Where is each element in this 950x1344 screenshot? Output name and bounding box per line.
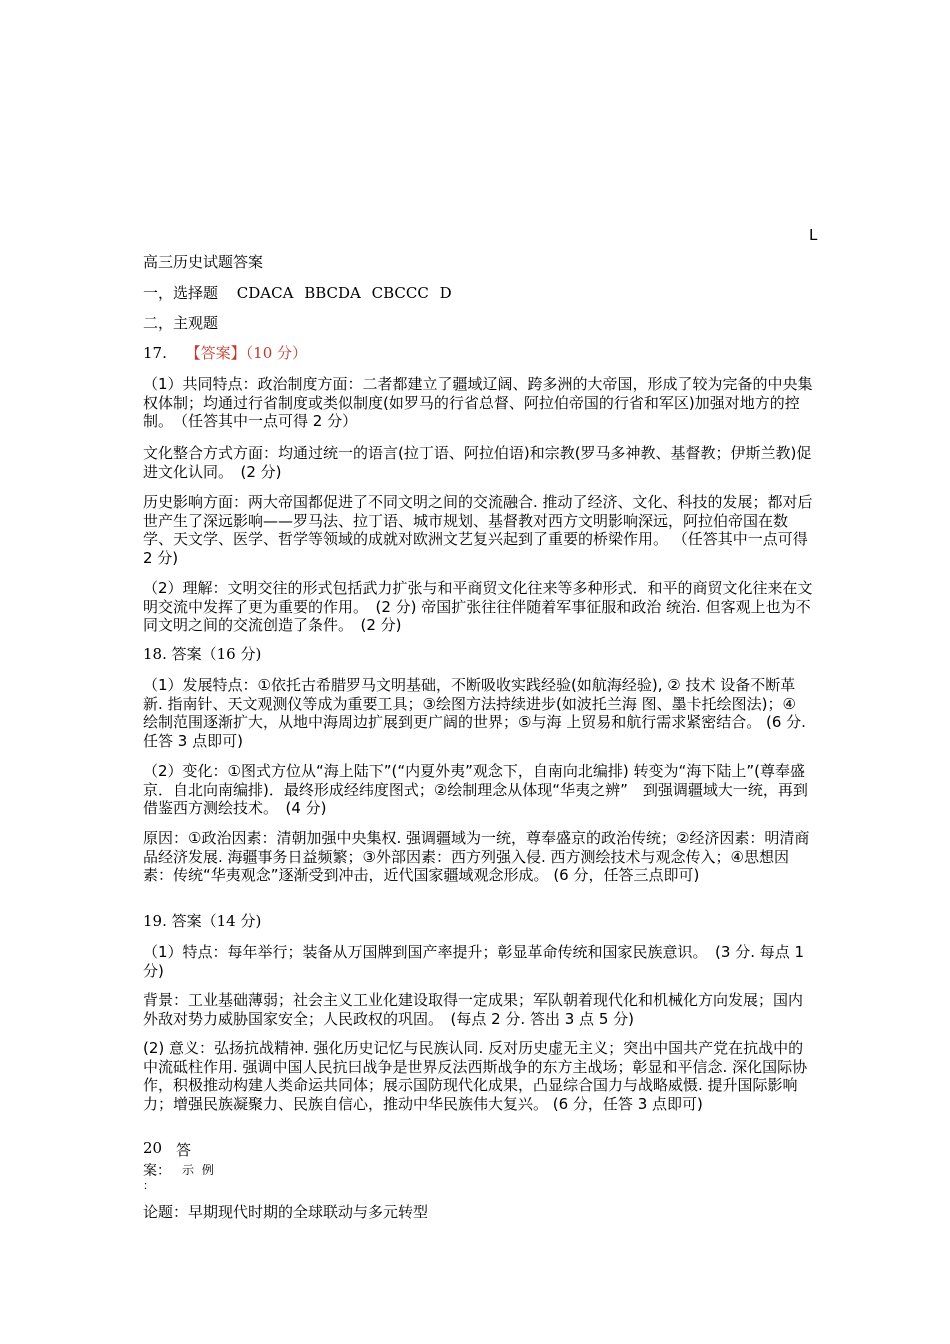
q19-paragraph-1: （1）特点：每年举行；装备从万国牌到国产率提升；彰显革命传统和国家民族意识。 (3 分. 每点 1 分): [143, 943, 805, 980]
q17-heading: [143, 344, 307, 363]
q17-paragraph-1: （1）共同特点：政治制度方面：二者都建立了疆域辽阔、跨多洲的大帝国，形成了较为完备的中央集权体制；均通过行省制度或类似制度(如罗马的行省总督、阿拉伯帝国的行省和军区)加强对地方的控制。 （任答其中一点可得 2 分）: [143, 375, 813, 430]
q18-paragraph-3: 原因：①政治因素：清朝加强中央集权. 强调疆域为一统，尊奉盛京的政治传统；②经济因素：明清商品经济发展. 海疆事务日益频繁；③外部因素：西方列强入侵. 西方测绘技术与观念传入；④思想因素：传统“华夷观念”逐渐受到冲击，近代国家疆域观念形成。 (6 分，任答三点即可): [143, 829, 810, 884]
q17-answer-tag: 【答案】: [185, 344, 246, 362]
q17-score: （10 分）: [245, 344, 308, 362]
q17-paragraph-2: 文化整合方式方面：均通过统一的语言(拉丁语、阿拉伯语)和宗教(罗马多神教、基督教；伊斯兰教)促进文化认同。 (2 分): [143, 444, 812, 481]
page-title: 高三历史试题答案: [143, 253, 264, 271]
section-subjective: 二，主观题: [143, 314, 219, 332]
q18-heading: 18. 答案（16 分): [143, 645, 262, 663]
q19-heading: 19. 答案（14 分): [143, 912, 262, 930]
q17-number: 17.: [143, 344, 167, 362]
q17-paragraph-3: 历史影响方面：两大帝国都促进了不同文明之间的交流融合. 推动了经济、文化、科技的发展；都对后世产生了深远影响——罗马法、拉丁语、城市规划、基督教对西方文明影响深远，阿拉伯帝国在数学、天文学、医学、哲学等领域的成就对欧洲文艺复兴起到了重要的桥梁作用。 （任答其中一点可得 2 分): [143, 493, 813, 567]
q19-paragraph-3: (2) 意义：弘扬抗战精神. 强化历史记忆与民族认同. 反对历史虚无主义；突出中国共产党在抗战中的中流砥柱作用. 强调中国人民抗曰战争是世界反法西斯战争的东方主战场；彰显和平信念. 深化国际协作，积极推动构建人类命运共同体；展示国防现代化成果，凸显综合国力与战略威慑. 提升国际影响力；增强民族凝聚力、民族自信心，推动中华民族伟大复兴。 (6 分，任答 3 点即可): [143, 1039, 808, 1113]
section-choice: [143, 284, 452, 303]
q20-number: 20: [143, 1139, 163, 1157]
q20-thesis: 论题：早期现代时期的全球联动与多元转型: [143, 1203, 429, 1221]
section-choice-label: 一，选择题: [143, 284, 219, 302]
q20-answer-char: 答: [176, 1141, 192, 1159]
q17-paragraph-4: （2）理解：文明交往的形式包括武力扩张与和平商贸文化往来等多种形式．和平的商贸文化往来在文明交流中发挥了更为重要的作用。 (2 分) 帝国扩张往往伴随着军事征服和政治 统治. 但客观上也为不同文明之间的交流创造了条件。 (2 分): [143, 579, 813, 634]
q19-paragraph-2: 背景：工业基础薄弱；社会主义工业化建设取得一定成果；军队朝着现代化和机械化方向发展；国内外敌对势力威胁国家安全；人民政权的巩固。 (每点 2 分. 答出 3 点 5 分): [143, 991, 804, 1028]
q20-example: 示 例: [182, 1163, 216, 1177]
q18-paragraph-1: （1）发展特点：①依托古希腊罗马文明基础，不断吸收实践经验(如航海经验), ② 技术 设备不断革新. 指南针、天文观测仪等成为重要工具；③绘图方法持续进步(如波托兰海 图、墨卡托绘图法)；④ 绘制范围逐渐扩大，从地中海周边扩展到更广阔的世界；⑤与海 上贸易和航行需求紧密结合。 (6 分. 任答 3 点即可): [143, 676, 806, 750]
q20-answer-label: 案：: [143, 1163, 171, 1179]
corner-mark: L: [809, 226, 818, 244]
choice-answers: CDACA BBCDA CBCCC D: [236, 284, 452, 302]
q20-colon: ：: [143, 1179, 154, 1192]
q18-paragraph-2: （2）变化：①图式方位从“海上陆下”(“内夏外夷”观念下，自南向北编排) 转变为“海下陆上”(尊奉盛京．自北向南编排)．最终形成经纬度图式；②绘制理念从体现“华夷之辨” 到强调疆域大一统，再到借鉴西方测绘技术。 (4 分): [143, 762, 808, 817]
